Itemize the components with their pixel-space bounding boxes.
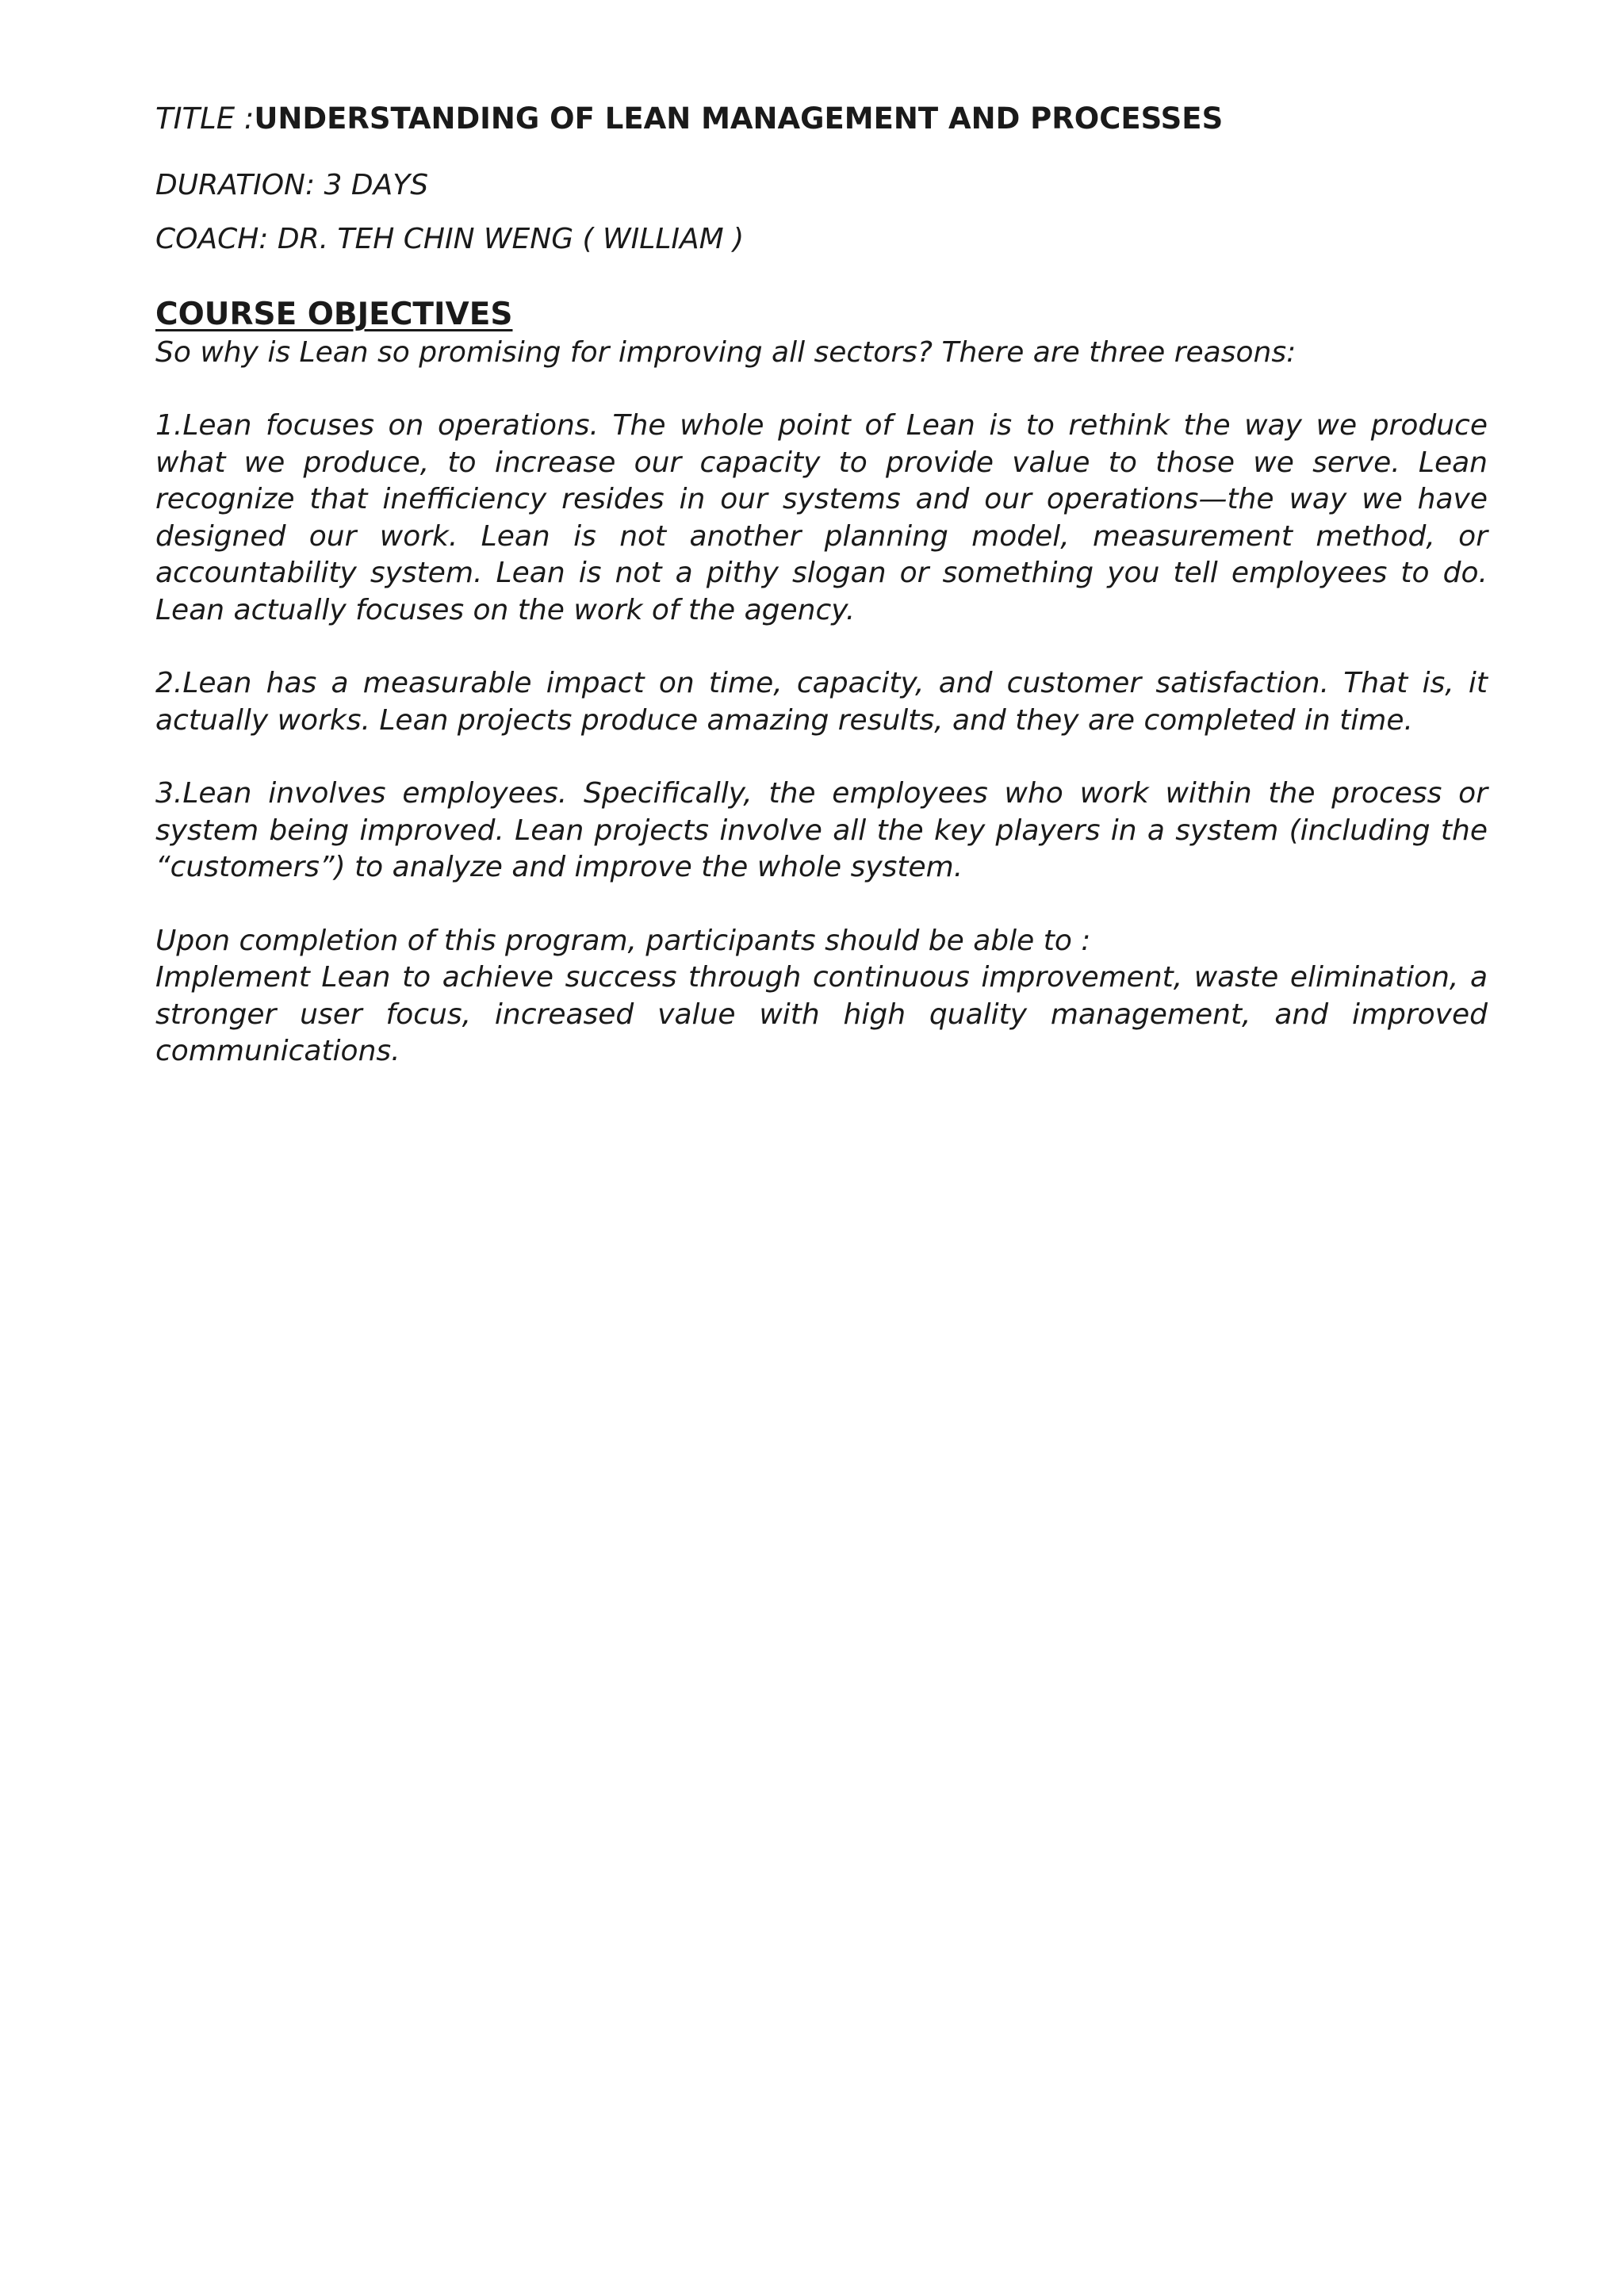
document-content: [155, 97, 1488, 1070]
course-duration: DURATION: 3 DAYS: [155, 169, 429, 201]
title-prefix: TITLE :: [155, 101, 255, 136]
course-coach: COACH: DR. TEH CHIN WENG ( WILLIAM ): [155, 223, 745, 255]
course-objectives-heading: COURSE OBJECTIVES: [155, 297, 513, 332]
reason-paragraph-3: 3.Lean involves employees. Specifically, the employees who work within the process or system being improved. Lean projects involve all the key players in a system (including the “customers”) to analyze and improve the whole system.: [155, 777, 1488, 883]
course-title-line: [155, 97, 1488, 141]
reason-paragraph-1: 1.Lean focuses on operations. The whole point of Lean is to rethink the way we produce what we produce, to increase our capacity to provide value to those we serve. Lean recognize that inefficiency resides in our systems and our operations—the way we have designed our work. Lean is not another planning model, measurement method, or accountability system. Lean is not a pithy slogan or something you tell employees to do. Lean actually focuses on the work of the agency.: [155, 409, 1488, 626]
outcome-text: Implement Lean to achieve success through continuous improvement, waste elimination, a stronger user focus, increased value with high quality management, and improved communications.: [155, 961, 1488, 1067]
reason-paragraph-2: 2.Lean has a measurable impact on time, capacity, and customer satisfaction. That is, it actually works. Lean projects produce amazing results, and they are completed in time.: [155, 667, 1488, 737]
course-title: UNDERSTANDING OF LEAN MANAGEMENT AND PROCESSES: [254, 101, 1224, 136]
outcome-lead: Upon completion of this program, participants should be able to :: [155, 924, 1091, 957]
objectives-intro: So why is Lean so promising for improving all sectors? There are three reasons:: [155, 336, 1297, 369]
